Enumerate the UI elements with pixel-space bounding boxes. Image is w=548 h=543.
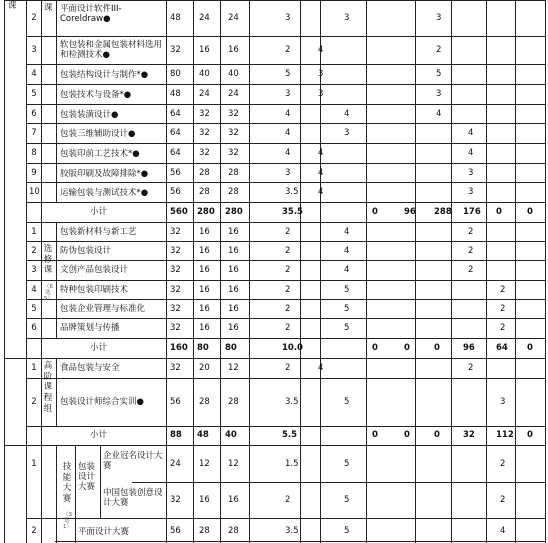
credit: 2 (285, 495, 291, 505)
hours-theory: 12 (199, 458, 210, 469)
semester-value: 2 (500, 458, 506, 469)
col-line (366, 0, 367, 543)
row-divider (26, 318, 545, 319)
subtotal-sem: 0 (372, 343, 378, 353)
credit: 2 (285, 245, 291, 256)
row-divider (26, 426, 545, 427)
subtotal-total: 160 (170, 343, 188, 353)
credit: 2 (285, 45, 291, 55)
credit: 3 (285, 13, 291, 23)
row-divider (26, 299, 545, 300)
hours-theory: 40 (199, 69, 210, 79)
row-divider (26, 280, 545, 281)
course-name: 文创产品包装设计 (60, 265, 129, 275)
col-line (26, 0, 27, 543)
semester-value: 4 (468, 148, 474, 158)
row-number: 2 (31, 13, 37, 23)
hours-practice: 16 (228, 45, 239, 55)
row-divider (26, 222, 545, 223)
subtotal-theory: 280 (197, 207, 215, 217)
col-line (56, 358, 57, 426)
category-label: 课 (8, 1, 17, 11)
row-number: 4 (31, 69, 37, 79)
hours-theory: 20 (199, 363, 210, 373)
credit: 3 (285, 167, 291, 178)
hours-theory: 16 (199, 303, 210, 314)
hours-practice: 24 (228, 89, 239, 99)
hours-theory: 32 (199, 128, 210, 138)
row-divider (26, 36, 545, 37)
credit: 2 (285, 303, 291, 314)
semester-value: 4 (344, 245, 350, 256)
hours-theory: 24 (199, 89, 210, 99)
hours-theory: 16 (199, 245, 210, 256)
elective-note: （6选5） (44, 284, 53, 303)
subtotal-sem: 0 (527, 343, 533, 353)
semester-value: 4 (468, 128, 474, 138)
hours-theory: 32 (199, 108, 210, 119)
credit: 1.5 (285, 458, 299, 469)
hours-practice: 16 (228, 323, 239, 333)
semester-value: 3 (318, 89, 324, 99)
semester-value: 4 (344, 108, 350, 119)
semester-value: 4 (500, 525, 506, 536)
semester-value: 3 (436, 89, 442, 99)
row-number: 4 (31, 284, 37, 295)
subtotal-practice: 80 (225, 343, 237, 353)
course-name: 防伪包装设计 (60, 245, 112, 256)
hours-practice: 24 (228, 13, 239, 23)
hours-total: 56 (170, 187, 181, 197)
advanced-label: 高阶课程组 (43, 361, 53, 414)
col-line (451, 0, 452, 543)
row-number: 9 (31, 167, 37, 178)
hours-total: 64 (170, 128, 181, 138)
subtotal-sem: 0 (527, 430, 533, 440)
semester-value: 2 (436, 45, 442, 55)
hours-practice: 16 (228, 303, 239, 314)
col-line (486, 0, 487, 543)
elective-label: 选修课 (43, 244, 53, 276)
course-name: 包装新材料与新工艺 (60, 226, 137, 237)
hours-practice: 16 (228, 245, 239, 256)
hours-practice: 16 (228, 265, 239, 275)
subtotal-sem: 0 (372, 430, 378, 440)
hours-practice: 16 (228, 226, 239, 237)
section-divider (4, 445, 545, 446)
subtotal-sem: 96 (463, 343, 475, 353)
row-number: 2 (31, 397, 37, 407)
semester-value: 2 (468, 363, 474, 373)
semester-value: 2 (500, 303, 506, 314)
credit: 2 (285, 226, 291, 237)
row-number: 6 (31, 108, 37, 119)
row-divider (26, 163, 545, 164)
contest-note: （3选1） (63, 512, 72, 531)
semester-value: 5 (436, 69, 442, 79)
row-number: 3 (31, 265, 37, 275)
col-line (41, 0, 42, 543)
hours-total: 32 (170, 45, 181, 55)
subtotal-sem: 0 (404, 343, 410, 353)
semester-value: 5 (344, 458, 350, 469)
subtotal-total: 88 (170, 430, 182, 440)
semester-value: 2 (500, 284, 506, 295)
row-divider (26, 64, 545, 65)
semester-value: 3 (436, 13, 442, 23)
semester-value: 3 (468, 167, 474, 178)
col-line (166, 0, 167, 543)
subtotal-practice: 280 (225, 207, 243, 217)
course-name: 品牌策划与传播 (60, 323, 120, 333)
semester-value: 2 (468, 265, 474, 275)
semester-value: 5 (344, 303, 350, 314)
row-divider (26, 84, 545, 85)
hours-total: 32 (170, 284, 181, 295)
table-left-border (4, 0, 5, 543)
course-name: 中国包装创意设计大赛 (103, 488, 163, 509)
subtotal-sem: 32 (463, 430, 475, 440)
row-divider (26, 202, 545, 203)
course-name: 软包装和金属包装材料选用和检测技术● (60, 40, 163, 61)
subtotal-sem: 64 (496, 343, 508, 353)
semester-value: 2 (468, 226, 474, 237)
hours-total: 56 (170, 167, 181, 178)
row-divider (26, 378, 545, 379)
credit: 5 (285, 69, 291, 79)
semester-value: 4 (318, 167, 324, 178)
row-divider (26, 104, 545, 105)
hours-practice: 28 (228, 397, 239, 407)
hours-total: 32 (170, 363, 181, 373)
hours-practice: 16 (228, 284, 239, 295)
col-line (318, 0, 324, 543)
col-line (515, 0, 516, 543)
subtotal-sem: 0 (434, 343, 440, 353)
hours-practice: 28 (228, 525, 239, 536)
hours-theory: 16 (199, 495, 210, 505)
semester-value: 4 (318, 148, 324, 158)
credit: 4 (285, 128, 291, 138)
credit: 2 (285, 284, 291, 295)
contest-group: 包装设计大赛 (78, 462, 96, 493)
credit: 4 (285, 148, 291, 158)
col-line (56, 445, 57, 543)
hours-practice: 32 (228, 128, 239, 138)
hours-theory: 16 (199, 45, 210, 55)
row-number: 2 (31, 245, 37, 256)
hours-theory: 16 (199, 323, 210, 333)
semester-value: 3 (318, 69, 324, 79)
hours-practice: 32 (228, 108, 239, 119)
row-number: 6 (31, 323, 37, 333)
course-name: 企业冠名设计大赛 (103, 451, 163, 472)
semester-value: 5 (344, 495, 350, 505)
course-name: 平面设计大赛 (78, 526, 130, 537)
row-number: 5 (31, 303, 37, 314)
hours-total: 32 (170, 323, 181, 333)
row-number: 7 (31, 128, 37, 138)
row-divider (26, 143, 545, 144)
row-number: 1 (31, 459, 37, 469)
subtotal-sem: 0 (372, 207, 378, 217)
row-divider (26, 123, 545, 124)
row-divider (26, 518, 545, 519)
row-number: 10 (29, 187, 40, 197)
credit: 2 (285, 265, 291, 275)
subtotal-sem: 176 (463, 207, 481, 217)
section-divider (4, 358, 545, 359)
subtotal-label: 小计 (90, 343, 108, 353)
semester-value: 5 (344, 397, 350, 407)
col-line (545, 0, 546, 543)
group-label: 课 (44, 3, 53, 13)
row-number: 2 (31, 525, 37, 536)
credit: 4 (285, 108, 291, 119)
row-divider (26, 260, 545, 261)
course-name: 包装装潢设计● (60, 109, 119, 120)
course-name: 包装三维辅助设计● (60, 129, 136, 139)
semester-value: 3 (344, 128, 350, 138)
contest-label: 技能大赛 (62, 462, 72, 504)
course-name: 包装设计师综合实训● (60, 397, 144, 407)
subtotal-sem: 0 (434, 430, 440, 440)
course-name: 胶版印刷及故障排除*● (60, 168, 149, 179)
course-name: 包装印前工艺技术*● (60, 149, 140, 159)
hours-theory: 16 (199, 265, 210, 275)
row-divider (26, 338, 545, 339)
hours-theory: 28 (199, 167, 210, 178)
col-line (193, 0, 194, 543)
semester-value: 4 (344, 265, 350, 275)
subtotal-sem: 0 (404, 430, 410, 440)
col-line (56, 222, 57, 338)
row-divider (26, 182, 545, 183)
hours-theory: 24 (199, 13, 210, 23)
col-line (56, 0, 57, 202)
hours-total: 32 (170, 495, 181, 505)
hours-practice: 16 (228, 495, 239, 505)
hours-practice: 28 (228, 167, 239, 178)
credit: 3 (285, 89, 291, 99)
semester-value: 3 (344, 13, 350, 23)
course-name: 运输包装与测试技术*● (60, 188, 149, 198)
credit: 3.5 (285, 187, 299, 197)
col-line (75, 445, 76, 543)
semester-value: 4 (318, 45, 324, 55)
col-line (249, 0, 250, 543)
semester-value: 5 (344, 525, 350, 536)
row-divider (26, 241, 545, 242)
subtotal-total: 560 (170, 207, 188, 217)
hours-theory: 32 (199, 148, 210, 158)
subtotal-label: 小计 (90, 430, 108, 440)
semester-value: 3 (468, 187, 474, 197)
credit: 3.5 (285, 525, 299, 536)
hours-total: 48 (170, 89, 181, 99)
hours-total: 32 (170, 245, 181, 256)
subtotal-sem: 0 (496, 207, 502, 217)
hours-total: 24 (170, 458, 181, 469)
subtotal-practice: 40 (225, 430, 237, 440)
credit: 2 (285, 323, 291, 333)
credit: 3.5 (285, 397, 299, 407)
subtotal-sem: 96 (404, 207, 416, 217)
row-number: 1 (31, 226, 37, 237)
row-number: 3 (31, 45, 37, 55)
subtotal-credit: 5.5 (282, 430, 298, 440)
credit: 2 (285, 363, 291, 373)
hours-total: 80 (170, 69, 181, 79)
course-name: 包装企业管理与标准化 (60, 303, 146, 314)
subtotal-sem: 0 (527, 207, 533, 217)
table-top-border (4, 0, 545, 1)
hours-total: 32 (170, 303, 181, 314)
course-name: 包装技术与设备*● (60, 90, 132, 100)
semester-value: 2 (500, 495, 506, 505)
course-name: 包装结构设计与制作*● (60, 70, 149, 80)
subtotal-label: 小计 (90, 207, 108, 217)
hours-total: 56 (170, 397, 181, 407)
semester-value: 4 (436, 108, 442, 119)
hours-theory: 16 (199, 226, 210, 237)
subtotal-sem: 288 (434, 207, 452, 217)
semester-value: 5 (344, 284, 350, 295)
semester-value: 4 (344, 226, 350, 237)
hours-practice: 32 (228, 148, 239, 158)
hours-total: 48 (170, 13, 181, 23)
hours-total: 56 (170, 525, 181, 536)
row-number: 5 (31, 89, 37, 99)
col-line (100, 445, 101, 518)
course-name: 特种包装印刷技术 (60, 284, 129, 295)
col-line (415, 0, 416, 543)
subtotal-credit: 10.0 (282, 343, 303, 353)
col-line (300, 0, 301, 543)
hours-total: 32 (170, 226, 181, 237)
hours-theory: 28 (199, 187, 210, 197)
row-number: 1 (31, 363, 37, 373)
hours-total: 32 (170, 265, 181, 275)
hours-practice: 12 (228, 363, 239, 373)
semester-value: 3 (500, 397, 506, 407)
semester-value: 2 (500, 323, 506, 333)
hours-total: 64 (170, 108, 181, 119)
hours-practice: 40 (228, 69, 239, 79)
semester-value: 4 (318, 363, 324, 373)
semester-value: 4 (318, 187, 324, 197)
semester-value: 2 (468, 245, 474, 256)
hours-total: 64 (170, 148, 181, 158)
hours-theory: 16 (199, 284, 210, 295)
hours-practice: 12 (228, 458, 239, 469)
subtotal-credit: 35.5 (282, 207, 303, 217)
subtotal-theory: 80 (197, 343, 209, 353)
row-number: 8 (31, 148, 37, 158)
hours-theory: 28 (199, 397, 210, 407)
hours-practice: 28 (228, 187, 239, 197)
course-name: 平面设计软件III-Coreldraw● (60, 4, 122, 25)
course-name: 食品包装与安全 (60, 363, 120, 373)
subtotal-theory: 48 (197, 430, 209, 440)
semester-value: 5 (344, 323, 350, 333)
subtotal-sem: 112 (496, 430, 514, 440)
hours-theory: 28 (199, 525, 210, 536)
col-line (220, 0, 221, 543)
